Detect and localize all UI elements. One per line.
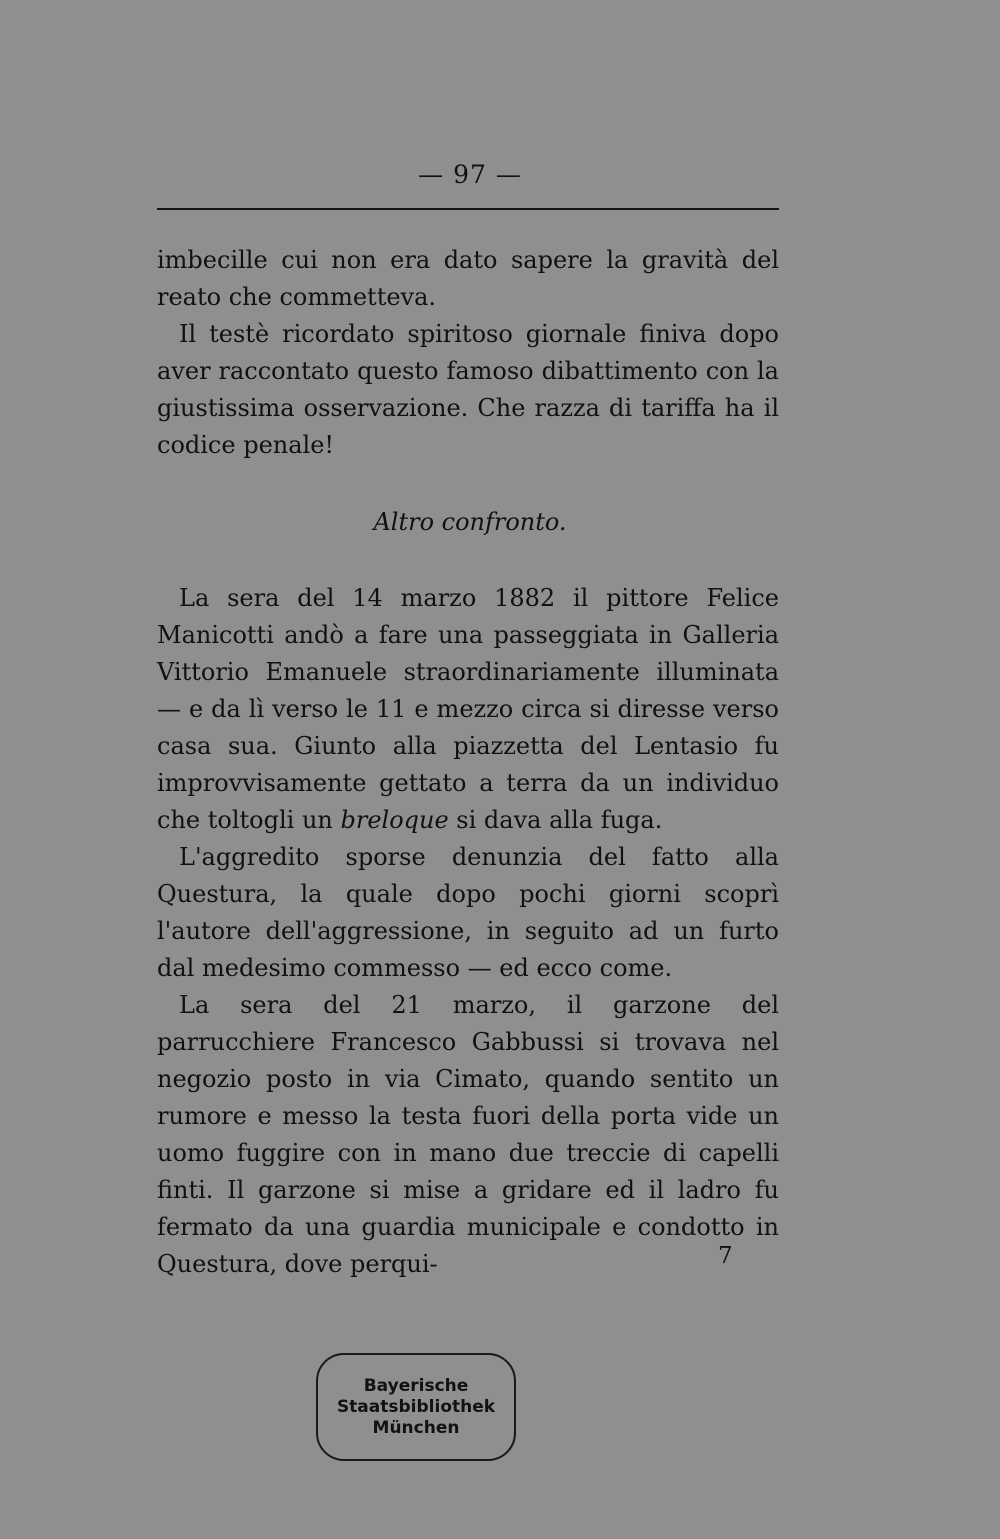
signature-mark: 7: [718, 1243, 733, 1269]
paragraph-text: La sera del 14 marzo 1882 il pittore Felice Manicotti andò a fare una passeggiata in Galleria Vittorio Emanuele straordinariamente illuminata — e da lì verso le 11 e mezzo circa si diresse verso casa sua. Giunto alla piazzetta del Lentasio fu improvvisamente gettato a terra da un individuo che toltogli un: [157, 584, 779, 834]
text-block-lower: [157, 580, 779, 1283]
stamp-line: München: [372, 1417, 460, 1438]
continuation-paragraph: imbecille cui non era dato sapere la gravità del reato che commetteva.: [157, 246, 779, 311]
paragraph-text: si dava alla fuga.: [448, 806, 663, 834]
italic-word: breloque: [340, 806, 449, 834]
paragraph: L'aggredito sporse denunzia del fatto alla Questura, la quale dopo pochi giorni scoprì l'autore dell'aggressione, in seguito ad un furto dal medesimo commesso — ed ecco come.: [157, 843, 779, 982]
stamp-line: Bayerische: [363, 1375, 469, 1396]
library-stamp: [316, 1353, 516, 1461]
paragraph: Il testè ricordato spiritoso giornale finiva dopo aver raccontato questo famoso dibattimento con la giustissima osservazione. Che razza di tariffa ha il codice penale!: [157, 320, 779, 459]
header-rule: [157, 208, 779, 210]
text-block-upper: [157, 242, 779, 464]
paragraph: La sera del 21 marzo, il garzone del parrucchiere Francesco Gabbussi si trovava nel negozio posto in via Cimato, quando sentito un rumore e messo la testa fuori della porta vide un uomo fuggire con in mano due treccie di capelli finti. Il garzone si mise a gridare ed il ladro fu fermato da una guardia municipale e condotto in Questura, dove perqui-: [157, 991, 779, 1278]
stamp-line: Staatsbibliothek: [336, 1396, 496, 1417]
paragraph: [157, 580, 779, 839]
section-heading: Altro confronto.: [373, 508, 567, 536]
page-number: — 97 —: [418, 160, 522, 189]
